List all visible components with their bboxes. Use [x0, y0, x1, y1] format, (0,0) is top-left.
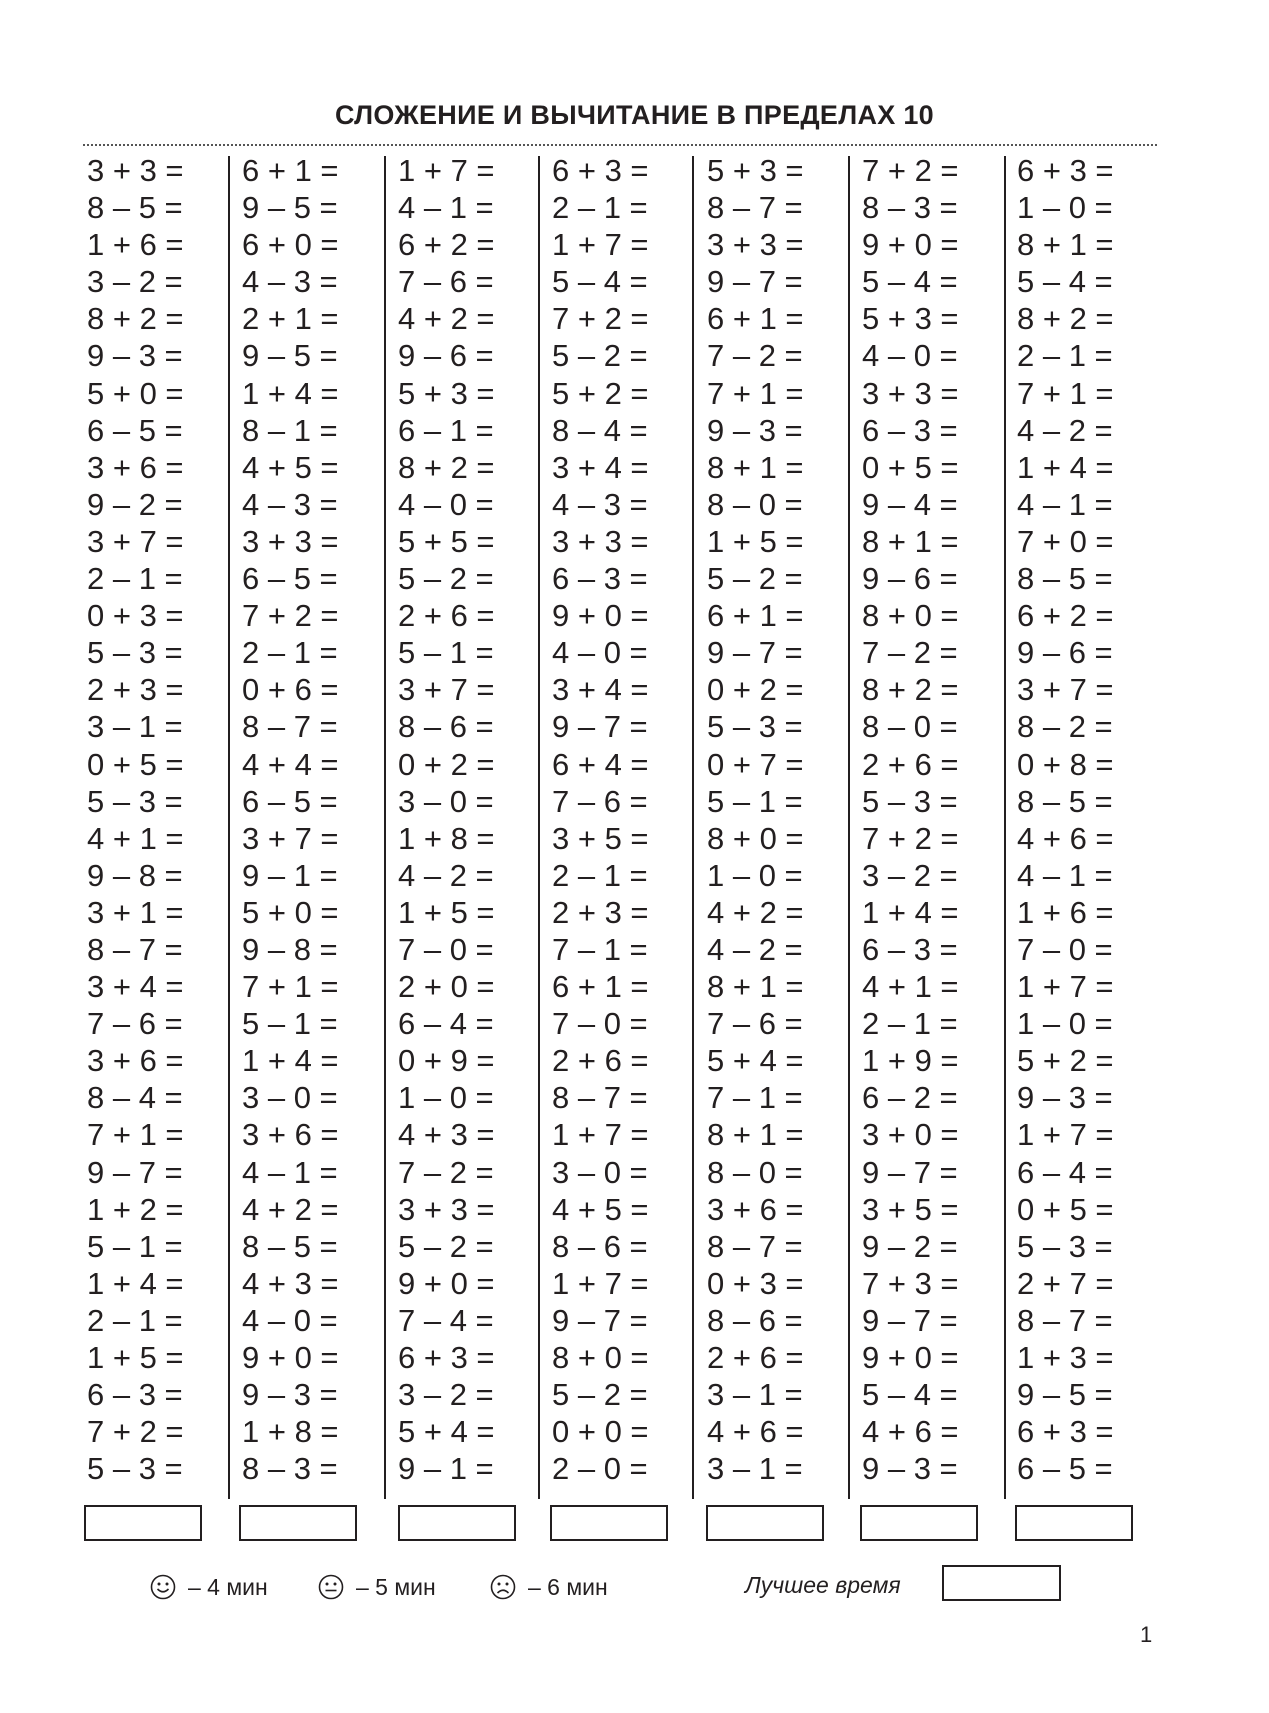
- math-problem[interactable]: 3 – 2 =: [862, 857, 958, 893]
- math-problem[interactable]: 6 – 5 =: [242, 783, 338, 819]
- math-problem[interactable]: 4 – 3 =: [242, 486, 338, 522]
- math-problem[interactable]: 7 – 0 =: [1017, 931, 1113, 967]
- math-problem[interactable]: 8 – 6 =: [398, 709, 494, 745]
- math-problem[interactable]: 4 – 2 =: [707, 931, 803, 967]
- math-problem[interactable]: 7 – 2 =: [398, 1154, 494, 1190]
- math-problem[interactable]: 3 + 3 =: [552, 523, 649, 559]
- math-problem[interactable]: 4 + 6 =: [707, 1414, 804, 1450]
- math-problem[interactable]: 4 + 6 =: [862, 1414, 959, 1450]
- math-problem[interactable]: 0 + 5 =: [862, 449, 959, 485]
- math-problem[interactable]: 3 + 3 =: [862, 375, 959, 411]
- column-time-box-4[interactable]: [550, 1505, 668, 1541]
- math-problem[interactable]: 6 + 3 =: [398, 1340, 495, 1375]
- column-separator: [848, 156, 850, 1499]
- problem-column-1: [87, 152, 227, 1487]
- math-problem[interactable]: 1 + 7 =: [552, 1265, 649, 1301]
- math-problem[interactable]: 0 + 3 =: [707, 1265, 804, 1301]
- math-problem[interactable]: 1 – 0 =: [1017, 190, 1113, 226]
- math-problem[interactable]: 4 + 2 =: [398, 301, 495, 337]
- math-problem[interactable]: 6 + 2 =: [398, 227, 495, 263]
- math-problem[interactable]: 4 – 2 =: [1017, 412, 1113, 448]
- math-problem[interactable]: 5 + 4 =: [707, 1043, 804, 1079]
- legend-item-6-min: [490, 1567, 608, 1607]
- math-problem[interactable]: 4 + 1 =: [87, 820, 184, 856]
- math-problem[interactable]: 2 + 1 =: [242, 301, 339, 337]
- best-time-box[interactable]: [942, 1565, 1061, 1601]
- math-problem[interactable]: 8 – 5 =: [1017, 561, 1113, 597]
- math-problem[interactable]: 2 – 1 =: [552, 190, 648, 226]
- math-problem[interactable]: 2 + 7 =: [1017, 1265, 1114, 1301]
- math-problem[interactable]: 9 – 6 =: [862, 561, 958, 597]
- math-problem[interactable]: 6 + 1 =: [242, 153, 339, 188]
- math-problem[interactable]: 6 + 1 =: [707, 301, 804, 337]
- math-problem[interactable]: 3 + 0 =: [862, 1117, 959, 1153]
- math-problem[interactable]: 7 + 1 =: [1017, 375, 1114, 411]
- math-problem[interactable]: 8 + 1 =: [707, 969, 804, 1005]
- math-problem[interactable]: 9 – 4 =: [862, 486, 958, 522]
- math-problem[interactable]: 1 + 3 =: [1017, 1340, 1114, 1375]
- problem-column-2: [242, 152, 382, 1487]
- math-problem[interactable]: 2 + 3 =: [87, 672, 184, 708]
- math-problem[interactable]: 9 – 3 =: [707, 412, 803, 448]
- math-problem[interactable]: 6 + 1 =: [707, 598, 804, 634]
- math-problem[interactable]: 7 + 1 =: [242, 969, 339, 1005]
- math-problem[interactable]: 9 – 6 =: [1017, 635, 1113, 671]
- math-problem[interactable]: 7 – 1 =: [552, 931, 648, 967]
- math-problem[interactable]: 8 – 7 =: [552, 1080, 648, 1116]
- math-problem[interactable]: 5 + 2 =: [552, 375, 649, 411]
- math-problem[interactable]: 9 – 2 =: [87, 486, 183, 522]
- math-problem[interactable]: 9 – 7 =: [862, 1154, 958, 1190]
- math-problem[interactable]: 3 + 7 =: [398, 672, 495, 708]
- math-problem[interactable]: 2 – 1 =: [87, 561, 183, 597]
- math-problem[interactable]: 3 + 5 =: [552, 820, 649, 856]
- math-problem[interactable]: 6 – 3 =: [862, 931, 958, 967]
- math-problem[interactable]: 9 – 8 =: [87, 857, 183, 893]
- math-problem[interactable]: 7 + 2 =: [862, 153, 959, 188]
- column-separator: [228, 156, 230, 1499]
- math-problem[interactable]: 5 – 3 =: [87, 635, 183, 671]
- math-problem[interactable]: 3 + 7 =: [242, 820, 339, 856]
- math-problem[interactable]: 4 + 5 =: [242, 449, 339, 485]
- legend-item-4-min: [150, 1567, 268, 1607]
- math-problem[interactable]: 8 – 6 =: [707, 1302, 803, 1338]
- math-problem[interactable]: 8 – 5 =: [1017, 783, 1113, 819]
- math-problem[interactable]: 7 + 0 =: [1017, 523, 1114, 559]
- math-problem[interactable]: 4 – 0 =: [242, 1302, 338, 1338]
- math-problem[interactable]: 4 + 6 =: [1017, 820, 1114, 856]
- math-problem[interactable]: 7 – 6 =: [707, 1006, 803, 1042]
- math-problem[interactable]: 6 + 1 =: [552, 969, 649, 1005]
- math-problem[interactable]: 5 – 1 =: [87, 1228, 183, 1264]
- math-problem[interactable]: 9 – 1 =: [398, 1451, 494, 1487]
- math-problem[interactable]: 8 – 4 =: [87, 1080, 183, 1116]
- math-problem[interactable]: 8 – 0 =: [707, 1154, 803, 1190]
- math-problem[interactable]: 4 – 3 =: [242, 264, 338, 300]
- math-problem[interactable]: 5 – 3 =: [862, 783, 958, 819]
- math-problem[interactable]: 4 – 0 =: [552, 635, 648, 671]
- math-problem[interactable]: 5 – 2 =: [398, 1228, 494, 1264]
- math-problem[interactable]: 6 – 2 =: [862, 1080, 958, 1116]
- column-separator: [384, 156, 386, 1499]
- column-time-box-7[interactable]: [1015, 1505, 1133, 1541]
- math-problem[interactable]: 9 + 0 =: [242, 1340, 339, 1375]
- math-problem[interactable]: 6 + 4 =: [552, 746, 649, 782]
- math-problem[interactable]: 9 – 6 =: [398, 338, 494, 374]
- math-problem[interactable]: 4 – 0 =: [862, 338, 958, 374]
- math-problem[interactable]: 9 – 5 =: [1017, 1377, 1113, 1413]
- math-problem[interactable]: 8 + 1 =: [862, 523, 959, 559]
- math-problem[interactable]: 1 + 5 =: [707, 523, 804, 559]
- column-time-box-2[interactable]: [239, 1505, 357, 1541]
- math-problem[interactable]: 2 + 3 =: [552, 894, 649, 930]
- math-problem[interactable]: 8 – 0 =: [862, 709, 958, 745]
- math-problem[interactable]: 3 + 3 =: [242, 523, 339, 559]
- math-problem[interactable]: 3 + 3 =: [87, 153, 184, 188]
- math-problem[interactable]: 8 + 2 =: [87, 301, 184, 337]
- math-problem[interactable]: 0 + 2 =: [707, 672, 804, 708]
- math-problem[interactable]: 6 + 3 =: [1017, 153, 1114, 188]
- math-problem[interactable]: 1 + 7 =: [398, 153, 495, 188]
- math-problem[interactable]: 9 – 7 =: [707, 264, 803, 300]
- column-time-box-3[interactable]: [398, 1505, 516, 1541]
- legend-text: – 4 мин: [188, 1573, 268, 1600]
- math-problem[interactable]: 1 – 0 =: [1017, 1006, 1113, 1042]
- page-title: СЛОЖЕНИЕ И ВЫЧИТАНИЕ В ПРЕДЕЛАХ 10: [334, 100, 935, 130]
- math-problem[interactable]: 8 – 7 =: [87, 931, 183, 967]
- smiling-face-icon: [150, 1574, 176, 1600]
- math-problem[interactable]: 9 – 7 =: [87, 1154, 183, 1190]
- math-problem[interactable]: 3 + 7 =: [1017, 672, 1114, 708]
- math-problem[interactable]: 3 + 5 =: [862, 1191, 959, 1227]
- math-problem[interactable]: 5 – 4 =: [862, 1377, 958, 1413]
- math-problem[interactable]: 8 + 1 =: [1017, 227, 1114, 263]
- math-problem[interactable]: 6 + 0 =: [242, 227, 339, 263]
- math-problem[interactable]: 1 + 6 =: [87, 227, 184, 263]
- math-problem[interactable]: 9 – 7 =: [552, 709, 648, 745]
- math-problem[interactable]: 7 + 2 =: [552, 301, 649, 337]
- math-problem[interactable]: 6 + 2 =: [1017, 598, 1114, 634]
- math-problem[interactable]: 0 + 9 =: [398, 1043, 495, 1079]
- math-problem[interactable]: 5 + 4 =: [398, 1414, 495, 1450]
- math-problem[interactable]: 5 – 4 =: [1017, 264, 1113, 300]
- math-problem[interactable]: 9 + 0 =: [862, 227, 959, 263]
- math-problem[interactable]: 4 – 1 =: [1017, 486, 1113, 522]
- math-problem[interactable]: 8 – 1 =: [242, 412, 338, 448]
- math-problem[interactable]: 6 – 3 =: [862, 412, 958, 448]
- math-problem[interactable]: 1 + 4 =: [242, 1043, 339, 1079]
- math-problem[interactable]: 7 – 2 =: [707, 338, 803, 374]
- math-problem[interactable]: 3 – 2 =: [87, 264, 183, 300]
- math-problem[interactable]: 5 – 2 =: [552, 1377, 648, 1413]
- math-problem[interactable]: 6 + 3 =: [1017, 1414, 1114, 1450]
- math-problem[interactable]: 5 – 4 =: [552, 264, 648, 300]
- math-problem[interactable]: 6 – 5 =: [1017, 1451, 1113, 1487]
- math-problem[interactable]: 5 – 1 =: [242, 1006, 338, 1042]
- math-problem[interactable]: 8 – 5 =: [87, 190, 183, 226]
- problem-column-5: [707, 152, 847, 1487]
- math-problem[interactable]: 9 – 5 =: [242, 190, 338, 226]
- math-problem[interactable]: 6 – 4 =: [1017, 1154, 1113, 1190]
- math-problem[interactable]: 7 + 1 =: [87, 1117, 184, 1153]
- math-problem[interactable]: 5 – 1 =: [707, 783, 803, 819]
- math-problem[interactable]: 2 – 1 =: [87, 1302, 183, 1338]
- math-problem[interactable]: 8 – 3 =: [242, 1451, 338, 1487]
- math-problem[interactable]: 0 + 2 =: [398, 746, 495, 782]
- math-problem[interactable]: 2 + 6 =: [552, 1043, 649, 1079]
- math-problem[interactable]: 8 + 0 =: [707, 820, 804, 856]
- math-problem[interactable]: 8 – 3 =: [862, 190, 958, 226]
- math-problem[interactable]: 5 – 3 =: [707, 709, 803, 745]
- math-problem[interactable]: 2 – 1 =: [242, 635, 338, 671]
- neutral-face-icon: [318, 1574, 344, 1600]
- math-problem[interactable]: 3 – 0 =: [552, 1154, 648, 1190]
- math-problem[interactable]: 8 – 0 =: [707, 486, 803, 522]
- math-problem[interactable]: 3 – 0 =: [398, 783, 494, 819]
- math-problem[interactable]: 4 – 0 =: [398, 486, 494, 522]
- math-problem[interactable]: 7 – 6 =: [87, 1006, 183, 1042]
- math-problem[interactable]: 6 – 5 =: [242, 561, 338, 597]
- best-time-label: Лучшее время: [745, 1572, 901, 1598]
- math-problem[interactable]: 2 – 1 =: [552, 857, 648, 893]
- math-problem[interactable]: 7 + 1 =: [707, 375, 804, 411]
- math-problem[interactable]: 5 – 4 =: [862, 264, 958, 300]
- math-problem[interactable]: 5 – 2 =: [398, 561, 494, 597]
- math-problem[interactable]: 5 – 2 =: [552, 338, 648, 374]
- math-problem[interactable]: 1 + 4 =: [1017, 449, 1114, 485]
- math-problem[interactable]: 5 + 3 =: [862, 301, 959, 337]
- math-problem[interactable]: 8 + 2 =: [862, 672, 959, 708]
- math-problem[interactable]: 1 + 5 =: [87, 1340, 184, 1375]
- math-problem[interactable]: 8 – 7 =: [707, 190, 803, 226]
- math-problem[interactable]: 2 – 1 =: [862, 1006, 958, 1042]
- column-time-box-5[interactable]: [706, 1505, 824, 1541]
- math-problem[interactable]: 1 + 4 =: [862, 894, 959, 930]
- math-problem[interactable]: 3 + 3 =: [398, 1191, 495, 1227]
- math-problem[interactable]: 8 + 0 =: [552, 1340, 649, 1375]
- math-problem[interactable]: 5 – 3 =: [1017, 1228, 1113, 1264]
- math-problem[interactable]: 3 + 6 =: [242, 1117, 339, 1153]
- math-problem[interactable]: 7 + 2 =: [242, 598, 339, 634]
- math-problem[interactable]: 2 + 6 =: [862, 746, 959, 782]
- math-problem[interactable]: 9 – 7 =: [552, 1302, 648, 1338]
- math-problem[interactable]: 7 – 1 =: [707, 1080, 803, 1116]
- math-problem[interactable]: 4 + 3 =: [242, 1265, 339, 1301]
- math-problem[interactable]: 1 + 7 =: [552, 227, 649, 263]
- math-problem[interactable]: 9 – 3 =: [862, 1451, 958, 1487]
- column-time-box-1[interactable]: [84, 1505, 202, 1541]
- math-problem[interactable]: 8 – 7 =: [242, 709, 338, 745]
- math-problem[interactable]: 8 – 2 =: [1017, 709, 1113, 745]
- math-problem[interactable]: 1 – 0 =: [398, 1080, 494, 1116]
- math-problem[interactable]: 9 + 0 =: [552, 598, 649, 634]
- math-problem[interactable]: 0 + 5 =: [1017, 1191, 1114, 1227]
- math-problem[interactable]: 0 + 3 =: [87, 598, 184, 634]
- dotted-divider: [83, 144, 1157, 146]
- math-problem[interactable]: 5 + 3 =: [398, 375, 495, 411]
- math-problem[interactable]: 4 + 5 =: [552, 1191, 649, 1227]
- math-problem[interactable]: 7 – 6 =: [552, 783, 648, 819]
- math-problem[interactable]: 3 + 6 =: [87, 1043, 184, 1079]
- column-separator: [692, 156, 694, 1499]
- math-problem[interactable]: 0 + 0 =: [552, 1414, 649, 1450]
- column-time-box-6[interactable]: [860, 1505, 978, 1541]
- math-problem[interactable]: 6 + 3 =: [552, 153, 649, 188]
- math-problem[interactable]: 4 + 2 =: [242, 1191, 339, 1227]
- math-problem[interactable]: 9 + 0 =: [398, 1265, 495, 1301]
- math-problem[interactable]: 5 + 0 =: [242, 894, 339, 930]
- frowning-face-icon: [490, 1574, 516, 1600]
- math-problem[interactable]: 9 – 7 =: [707, 635, 803, 671]
- problem-column-6: [862, 152, 1002, 1487]
- math-problem[interactable]: 5 + 5 =: [398, 523, 495, 559]
- math-problem[interactable]: 3 + 1 =: [87, 894, 184, 930]
- math-problem[interactable]: 5 – 2 =: [707, 561, 803, 597]
- math-problem[interactable]: 6 – 1 =: [398, 412, 494, 448]
- math-problem[interactable]: 8 + 2 =: [398, 449, 495, 485]
- math-problem[interactable]: 3 + 6 =: [707, 1191, 804, 1227]
- math-problem[interactable]: 1 – 0 =: [707, 857, 803, 893]
- math-problem[interactable]: 2 + 6 =: [398, 598, 495, 634]
- math-problem[interactable]: 9 – 1 =: [242, 857, 338, 893]
- math-problem[interactable]: 8 + 1 =: [707, 449, 804, 485]
- math-problem[interactable]: 4 – 1 =: [242, 1154, 338, 1190]
- page-number: 1: [1140, 1622, 1153, 1647]
- math-problem[interactable]: 1 + 8 =: [242, 1414, 339, 1450]
- math-problem[interactable]: 9 – 3 =: [1017, 1080, 1113, 1116]
- math-problem[interactable]: 7 – 2 =: [862, 635, 958, 671]
- legend-item-5-min: [318, 1567, 436, 1607]
- math-problem[interactable]: 9 – 2 =: [862, 1228, 958, 1264]
- math-problem[interactable]: 1 + 4 =: [87, 1265, 184, 1301]
- math-problem[interactable]: 1 + 7 =: [1017, 1117, 1114, 1153]
- math-problem[interactable]: 4 + 2 =: [707, 894, 804, 930]
- math-problem[interactable]: 1 + 5 =: [398, 894, 495, 930]
- math-problem[interactable]: 0 + 5 =: [87, 746, 184, 782]
- math-problem[interactable]: 2 – 0 =: [552, 1451, 648, 1487]
- math-problem[interactable]: 9 – 8 =: [242, 931, 338, 967]
- math-problem[interactable]: 4 – 1 =: [398, 190, 494, 226]
- math-problem[interactable]: 3 – 0 =: [242, 1080, 338, 1116]
- math-problem[interactable]: 0 + 8 =: [1017, 746, 1114, 782]
- math-problem[interactable]: 1 + 2 =: [87, 1191, 184, 1227]
- math-problem[interactable]: 3 – 1 =: [707, 1451, 803, 1487]
- math-problem[interactable]: 0 + 7 =: [707, 746, 804, 782]
- math-problem[interactable]: 6 – 5 =: [87, 412, 183, 448]
- math-problem[interactable]: 8 – 5 =: [242, 1228, 338, 1264]
- math-problem[interactable]: 6 – 4 =: [398, 1006, 494, 1042]
- math-problem[interactable]: 6 – 3 =: [87, 1377, 183, 1413]
- math-problem[interactable]: 9 – 5 =: [242, 338, 338, 374]
- math-problem[interactable]: 7 + 2 =: [87, 1414, 184, 1450]
- math-problem[interactable]: 3 + 4 =: [552, 449, 649, 485]
- math-problem[interactable]: 3 + 4 =: [552, 672, 649, 708]
- math-problem[interactable]: 1 + 7 =: [552, 1117, 649, 1153]
- column-separator: [1004, 156, 1006, 1499]
- math-problem[interactable]: 8 + 0 =: [862, 598, 959, 634]
- math-problem[interactable]: 9 – 3 =: [87, 338, 183, 374]
- math-problem[interactable]: 4 – 3 =: [552, 486, 648, 522]
- math-problem[interactable]: 5 + 0 =: [87, 375, 184, 411]
- legend-text: – 5 мин: [356, 1573, 436, 1600]
- math-problem[interactable]: 2 + 6 =: [707, 1340, 804, 1375]
- math-problem[interactable]: 3 + 3 =: [707, 227, 804, 263]
- math-problem[interactable]: 1 + 7 =: [1017, 969, 1114, 1005]
- math-problem[interactable]: 5 – 3 =: [87, 783, 183, 819]
- math-problem[interactable]: 7 + 2 =: [862, 820, 959, 856]
- math-problem[interactable]: 2 – 1 =: [1017, 338, 1113, 374]
- math-problem[interactable]: 8 + 1 =: [707, 1117, 804, 1153]
- math-problem[interactable]: 3 + 7 =: [87, 523, 184, 559]
- math-problem[interactable]: 5 – 1 =: [398, 635, 494, 671]
- math-problem[interactable]: 9 – 7 =: [862, 1302, 958, 1338]
- math-problem[interactable]: 1 + 8 =: [398, 820, 495, 856]
- math-problem[interactable]: 6 – 3 =: [552, 561, 648, 597]
- math-problem[interactable]: 7 – 0 =: [552, 1006, 648, 1042]
- math-problem[interactable]: 3 – 2 =: [398, 1377, 494, 1413]
- math-problem[interactable]: 5 – 3 =: [87, 1451, 183, 1487]
- math-problem[interactable]: 4 + 3 =: [398, 1117, 495, 1153]
- math-problem[interactable]: 8 – 7 =: [1017, 1302, 1113, 1338]
- math-problem[interactable]: 7 + 3 =: [862, 1265, 959, 1301]
- math-problem[interactable]: 3 + 4 =: [87, 969, 184, 1005]
- math-problem[interactable]: 4 – 2 =: [398, 857, 494, 893]
- math-problem[interactable]: 1 + 6 =: [1017, 894, 1114, 930]
- math-problem[interactable]: 8 – 7 =: [707, 1228, 803, 1264]
- problem-column-7: [1017, 152, 1157, 1487]
- math-problem[interactable]: 9 + 0 =: [862, 1340, 959, 1375]
- math-problem[interactable]: 2 + 0 =: [398, 969, 495, 1005]
- column-separator: [538, 156, 540, 1499]
- problem-column-3: [398, 152, 538, 1487]
- math-problem[interactable]: 0 + 6 =: [242, 672, 339, 708]
- math-problem[interactable]: 7 – 6 =: [398, 264, 494, 300]
- math-problem[interactable]: 5 + 3 =: [707, 153, 804, 188]
- math-problem[interactable]: 4 – 1 =: [1017, 857, 1113, 893]
- math-problem[interactable]: 3 + 6 =: [87, 449, 184, 485]
- math-problem[interactable]: 3 – 1 =: [87, 709, 183, 745]
- math-problem[interactable]: 4 + 4 =: [242, 746, 339, 782]
- problem-column-4: [552, 152, 692, 1487]
- legend-text: – 6 мин: [528, 1573, 608, 1600]
- math-problem[interactable]: 4 + 1 =: [862, 969, 959, 1005]
- math-problem[interactable]: 1 + 4 =: [242, 375, 339, 411]
- math-problem[interactable]: 7 – 4 =: [398, 1302, 494, 1338]
- math-problem[interactable]: 8 + 2 =: [1017, 301, 1114, 337]
- math-problem[interactable]: 8 – 4 =: [552, 412, 648, 448]
- math-problem[interactable]: 8 – 6 =: [552, 1228, 648, 1264]
- math-problem[interactable]: 3 – 1 =: [707, 1377, 803, 1413]
- math-problem[interactable]: 1 + 9 =: [862, 1043, 959, 1079]
- math-problem[interactable]: 5 + 2 =: [1017, 1043, 1114, 1079]
- math-problem[interactable]: 7 – 0 =: [398, 931, 494, 967]
- math-problem[interactable]: 9 – 3 =: [242, 1377, 338, 1413]
